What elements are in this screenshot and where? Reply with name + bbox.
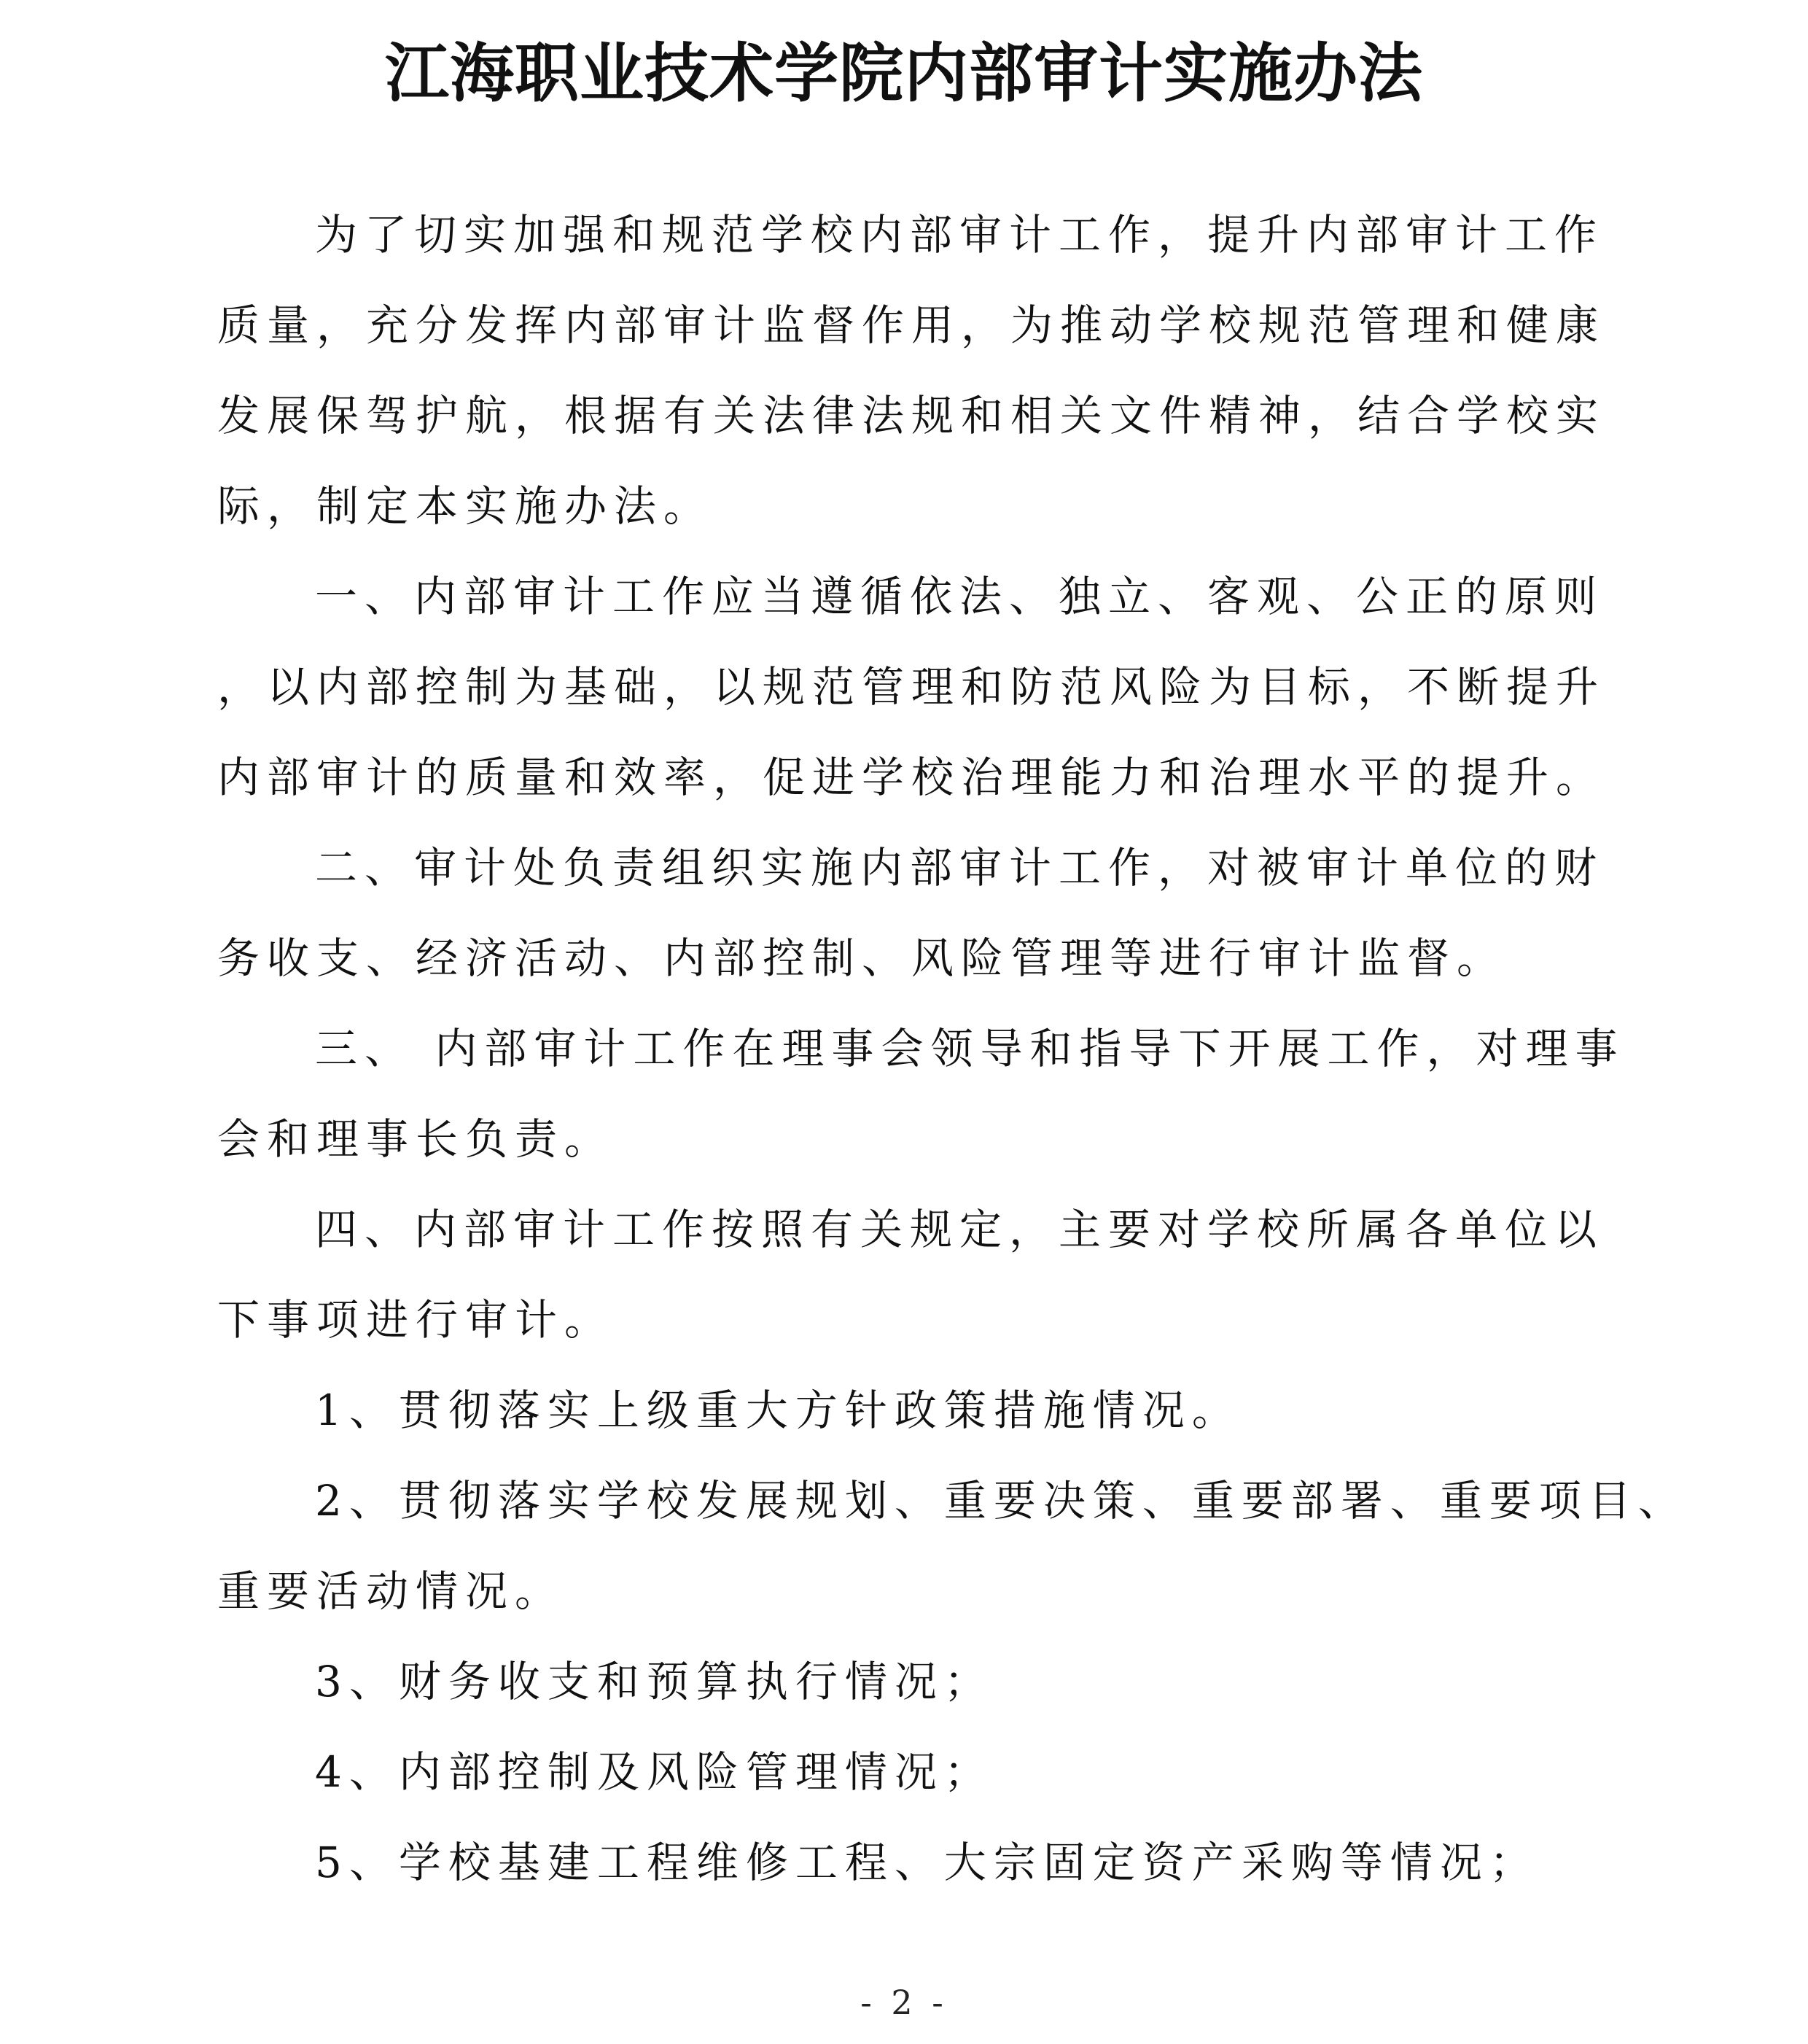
body-line: 发展保驾护航，根据有关法律法规和相关文件精神，结合学校实 <box>217 391 1606 440</box>
body-line: 一、内部审计工作应当遵循依法、独立、客观、公正的原则 <box>315 572 1605 621</box>
list-item: 重要活动情况。 <box>217 1566 565 1616</box>
list-item: 1、贯彻落实上级重大方针政策措施情况。 <box>315 1386 1242 1435</box>
body-line: 务收支、经济活动、内部控制、风险管理等进行审计监督。 <box>217 933 1507 983</box>
body-line: 质量，充分发挥内部审计监督作用，为推动学校规范管理和健康 <box>217 300 1606 350</box>
list-item: 5、学校基建工程维修工程、大宗固定资产采购等情况； <box>315 1838 1539 1887</box>
body-line: 为了切实加强和规范学校内部审计工作，提升内部审计工作 <box>315 210 1605 260</box>
document-title: 江海职业技术学院内部审计实施办法 <box>384 35 1423 111</box>
list-item: 4、内部控制及风险管理情况； <box>315 1747 994 1797</box>
body-line: 际，制定本实施办法。 <box>217 481 714 531</box>
body-line: ，以内部控制为基础，以规范管理和防范风险为目标，不断提升 <box>217 662 1606 712</box>
body-line: 三、 内部审计工作在理事会领导和指导下开展工作，对理事 <box>315 1024 1625 1073</box>
body-line: 二、审计处负责组织实施内部审计工作，对被审计单位的财 <box>315 843 1605 893</box>
list-item: 2、贯彻落实学校发展规划、重要决策、重要部署、重要项目、 <box>315 1476 1688 1526</box>
body-line: 下事项进行审计。 <box>217 1295 615 1345</box>
list-item: 3、财务收支和预算执行情况； <box>315 1657 994 1706</box>
body-line: 四、内部审计工作按照有关规定，主要对学校所属各单位以 <box>315 1205 1605 1254</box>
body-line: 内部审计的质量和效率，促进学校治理能力和治理水平的提升。 <box>217 753 1606 802</box>
page-number: - 2 - <box>860 1983 948 2022</box>
body-line: 会和理事长负责。 <box>217 1114 615 1164</box>
